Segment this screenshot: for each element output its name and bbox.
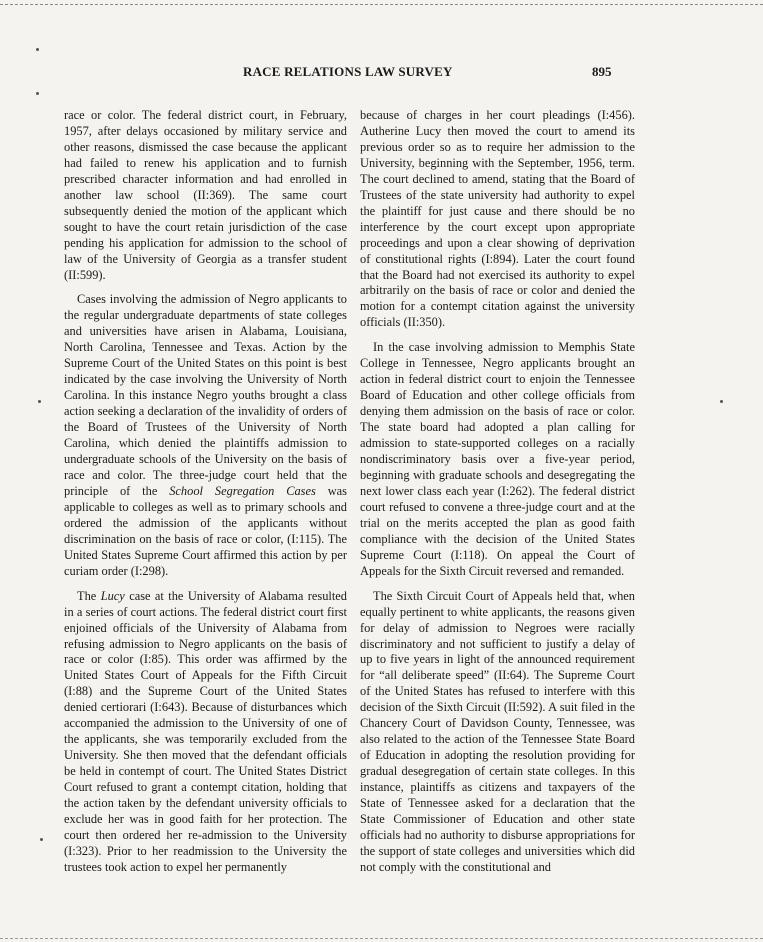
paragraph-georgia-case: race or color. The federal district court, in February, 1957, after delays occasioned by military service and other reasons, dismissed the case because the applicant had failed to renew his application and to furnish prescribed character information and had enrolled in another law school (II:369). The same court subsequently denied the motion of the applicant which sought to have the court retain jurisdiction of the case pending his application for admission to the school of law of the University of Georgia as a transfer student (II:599). (64, 108, 347, 282)
paragraph-lucy-continued: because of charges in her court pleadings (I:456). Autherine Lucy then moved the court to amend its previous order so as to require her admission to the University, beginning with the September, 1956, term. The court declined to amend, stating that the Board of Trustees of the state university had authority to expel the plaintiff for just cause and there should be no interference by the court except upon appropriate proceedings and upon a clear showing of deprivation of constitutional rights (I:894). Later the court found that the Board had not exercised its authority to expel arbitrarily on the basis of race or color and denied the motion for a contempt citation against the university officials (II:350). (360, 108, 635, 330)
case-name-italic: Lucy (100, 588, 125, 603)
scan-speck (36, 92, 39, 95)
case-name-italic: School Segregation Cases (169, 483, 316, 498)
text-run: The (77, 588, 101, 603)
paragraph-north-carolina-case (64, 292, 347, 579)
running-head: RACE RELATIONS LAW SURVEY (243, 64, 453, 79)
paragraph-memphis-state-case: In the case involving admission to Memphis State College in Tennessee, Negro applicants brought an action in federal district court to enjoin the Tennessee Board of Education and other college officials from denying them admission on the basis of race or color. The state board had adopted a plan calling for admission to state-supported colleges on a racially nondiscriminatory basis over a five-year period, beginning with graduate schools and desegregating the next lower class each year (I:262). The federal district court refused to convene a three-judge court and at the trial on the merits accepted the plan as good faith compliance with the decision of the United States Supreme Court (I:118). On appeal the Court of Appeals for the Sixth Circuit reversed and remanded. (360, 340, 635, 578)
text-run: was applicable to colleges as well as to primary schools and ordered the admission of the applicants without discrimination on the basis of race or color, (I:115). The United States Supreme Court affirmed this action by per curiam order (I:298). (64, 483, 347, 578)
scan-speck (38, 400, 41, 403)
right-column (360, 108, 635, 885)
scan-speck (720, 400, 723, 403)
page-number: 895 (592, 64, 612, 79)
paragraph-sixth-circuit: The Sixth Circuit Court of Appeals held that, when equally pertinent to white applicants, the reasons given for delay of admission to Negroes were racially discriminatory and not sufficient to justify a delay of up to five years in light of the announced requirement for “all deliberate speed” (II:64). The Supreme Court of the United States has refused to interfere with this decision of the Sixth Circuit (II:592). A suit filed in the Chancery Court of Davidson County, Tennessee, was also related to the action of the Tennessee State Board of Education in adopting the resolution providing for gradual desegregation of certain state colleges. In this instance, plaintiffs as citizens and taxpayers of the State of Tennessee asked for a declaration that the State Commissioner of Education and other state officials had no authority to disburse appropriations for the support of state colleges and universities which did not comply with the constitutional and (360, 588, 635, 874)
paragraph-lucy-case (64, 589, 347, 876)
left-column (64, 108, 347, 885)
text-run: Cases involving the admission of Negro applicants to the regular undergraduate departments of state colleges and universities have arisen in Alabama, Louisiana, North Carolina, Tennessee and Texas. Action by the Supreme Court of the United States on this point is best indicated by the case involving the University of North Carolina. In this instance Negro youths brought a class action seeking a declaration of the invalidity of orders of the Board of Trustees of the University of North Carolina, which denied the plaintiffs admission to undergraduate schools of the University on the basis of race and color. The three-judge court held that the principle of the (64, 292, 347, 498)
scan-speck (36, 48, 39, 51)
bottom-scan-edge (0, 938, 763, 939)
top-scan-edge (0, 4, 763, 5)
text-run: case at the University of Alabama resulted in a series of court actions. The federal district court first enjoined officials of the University of Alabama from refusing admission to Negro applicants on the basis of race or color (I:85). This order was affirmed by the United States Court of Appeals for the Fifth Circuit (I:88) and the Supreme Court of the United States denied certiorari (I:643). Because of disturbances which accompanied the admission to the University of one of the applicants, she was temporarily excluded from the University. She then moved that the defendant officials be held in contempt of court. The United States District Court refused to grant a contempt citation, holding that the action taken by the defendant university officials to exclude her was in good faith for her protection. The court then ordered her re-admission to the University (I:323). Prior to her readmission to the University the trustees took action to expel her permanently (64, 588, 347, 874)
scan-speck (40, 838, 43, 841)
